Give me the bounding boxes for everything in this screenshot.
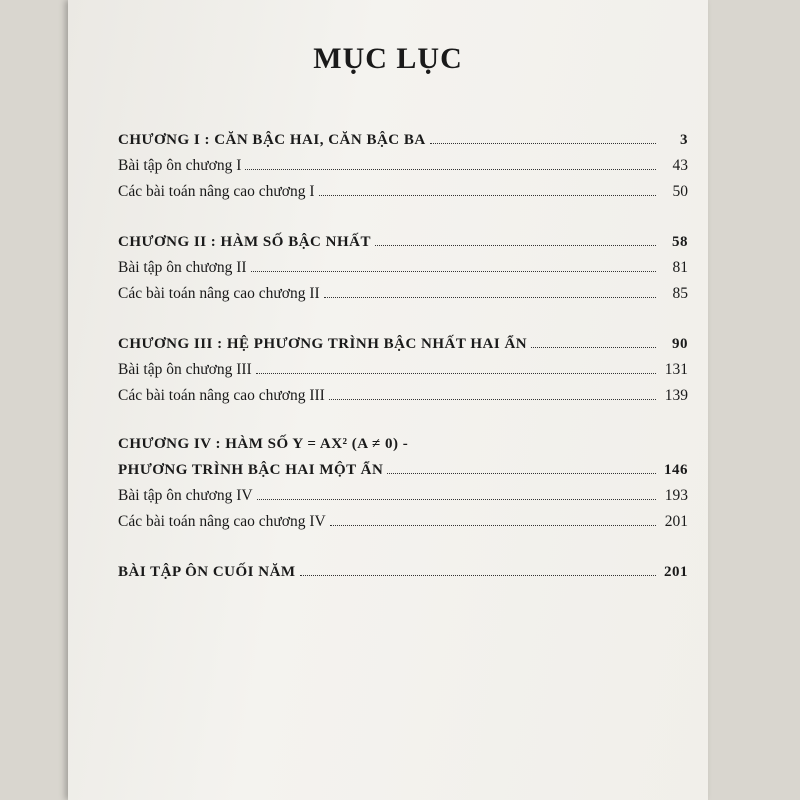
toc-chapter-entry — [118, 555, 688, 581]
dot-leader — [251, 271, 656, 272]
toc-page-number: 90 — [672, 336, 688, 352]
dot-leader — [257, 499, 656, 500]
toc-entry-label: Các bài toán nâng cao chương I — [118, 183, 315, 200]
dot-leader — [329, 399, 656, 400]
dot-leader — [430, 143, 656, 144]
toc-entry-label: CHƯƠNG II : HÀM SỐ BẬC NHẤT — [118, 234, 371, 250]
page-title: MỤC LỤC — [313, 42, 463, 75]
toc-entry-label: Bài tập ôn chương III — [118, 361, 252, 378]
toc-chapter-entry — [118, 123, 688, 149]
toc-entry — [118, 149, 688, 175]
toc-entry — [118, 479, 688, 505]
dot-leader — [300, 575, 656, 576]
toc-entry-label: Bài tập ôn chương IV — [118, 487, 253, 504]
toc-entry — [118, 277, 688, 303]
dot-leader — [324, 297, 656, 298]
toc-entry-label: Các bài toán nâng cao chương IV — [118, 513, 326, 530]
toc-section — [118, 327, 688, 405]
toc-page-number: 131 — [664, 361, 688, 378]
toc-chapter-entry — [118, 453, 688, 479]
toc-page-number: 58 — [672, 234, 688, 250]
dot-leader — [330, 525, 656, 526]
toc-entry — [118, 505, 688, 531]
toc-entry-label: PHƯƠNG TRÌNH BẬC HAI MỘT ẨN — [118, 462, 384, 478]
toc-entry-label: Bài tập ôn chương II — [118, 259, 247, 276]
toc-page-number: 146 — [664, 462, 688, 478]
toc-page-number: 201 — [664, 564, 688, 580]
toc-entry-label: Các bài toán nâng cao chương II — [118, 285, 320, 302]
toc-section — [118, 429, 688, 531]
toc-page-number: 43 — [672, 157, 688, 174]
toc-chapter-entry — [118, 429, 688, 453]
toc-entry — [118, 175, 688, 201]
toc-entry-label: Bài tập ôn chương I — [118, 157, 242, 174]
toc-page-number: 85 — [672, 285, 688, 302]
toc-page-number: 201 — [664, 513, 688, 530]
toc-chapter-entry — [118, 225, 688, 251]
toc-section — [118, 555, 688, 581]
toc-page-number: 50 — [672, 183, 688, 200]
dot-leader — [245, 169, 656, 170]
toc-entry-label: CHƯƠNG III : HỆ PHƯƠNG TRÌNH BẬC NHẤT HAI ẨN — [118, 336, 528, 352]
dot-leader — [319, 195, 657, 196]
dot-leader — [387, 473, 656, 474]
toc-entry-label: CHƯƠNG IV : HÀM SỐ Y = AX² (A ≠ 0) - — [118, 436, 409, 452]
toc-page-number: 3 — [680, 132, 688, 148]
dot-leader — [531, 347, 656, 348]
toc-entry — [118, 379, 688, 405]
table-of-contents — [118, 123, 688, 605]
toc-entry-label: BÀI TẬP ÔN CUỐI NĂM — [118, 564, 296, 580]
toc-page-number: 193 — [664, 487, 688, 504]
toc-entry-label: CHƯƠNG I : CĂN BẬC HAI, CĂN BẬC BA — [118, 132, 426, 148]
toc-entry-label: Các bài toán nâng cao chương III — [118, 387, 325, 404]
dot-leader — [375, 245, 656, 246]
toc-section — [118, 123, 688, 201]
dot-leader — [256, 373, 656, 374]
toc-entry — [118, 353, 688, 379]
toc-page-number: 139 — [664, 387, 688, 404]
toc-section — [118, 225, 688, 303]
book-page — [68, 0, 708, 800]
toc-entry — [118, 251, 688, 277]
toc-page-number: 81 — [672, 259, 688, 276]
toc-chapter-entry — [118, 327, 688, 353]
